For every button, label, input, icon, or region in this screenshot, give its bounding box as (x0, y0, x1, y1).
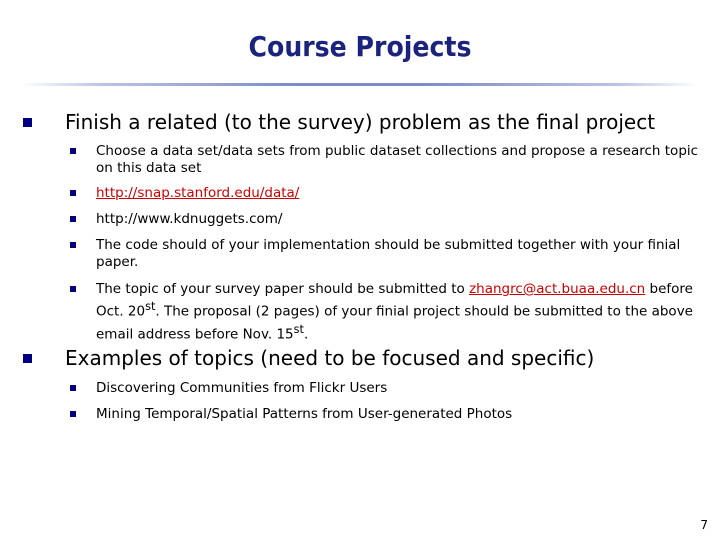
text-segment: . The proposal (2 pages) of your finial project should be submitted to the above email address before Nov. 15 (96, 303, 693, 342)
sub-item-text (96, 281, 701, 343)
superscript: st (293, 322, 304, 336)
square-bullet-icon (70, 242, 76, 248)
square-bullet-icon (23, 118, 32, 127)
title-divider (20, 83, 700, 86)
square-bullet-icon (23, 354, 32, 363)
sub-item-text: http://www.kdnuggets.com/ (96, 211, 283, 227)
slide-title: Course Projects (248, 30, 472, 63)
sub-item-text: Discovering Communities from Flickr Users (96, 380, 388, 396)
sub-item-text: Mining Temporal/Spatial Patterns from User-generated Photos (96, 406, 513, 422)
snap-link[interactable]: http://snap.stanford.edu/data/ (96, 185, 300, 201)
square-bullet-icon (70, 148, 76, 154)
bullet-text: Finish a related (to the survey) problem as the final project (65, 110, 656, 134)
bullet-text: Examples of topics (need to be focused and specific) (65, 346, 595, 370)
sub-item-text: The code should of your implementation should be submitted together with your finial paper. (96, 237, 681, 270)
text-segment: . (303, 326, 309, 342)
square-bullet-icon (70, 411, 76, 417)
page-number: 7 (700, 518, 708, 532)
email-link[interactable]: zhangrc@act.buaa.edu.cn (469, 281, 646, 297)
square-bullet-icon (70, 216, 76, 222)
square-bullet-icon (70, 286, 76, 292)
square-bullet-icon (70, 385, 76, 391)
superscript: st (145, 300, 156, 313)
sub-item-text: Choose a data set/data sets from public dataset collections and propose a research topic on this data set (96, 143, 699, 176)
text-segment: before Oct. 20 (96, 281, 693, 320)
square-bullet-icon (70, 190, 76, 196)
text-segment: The topic of your survey paper should be submitted to (96, 281, 470, 297)
